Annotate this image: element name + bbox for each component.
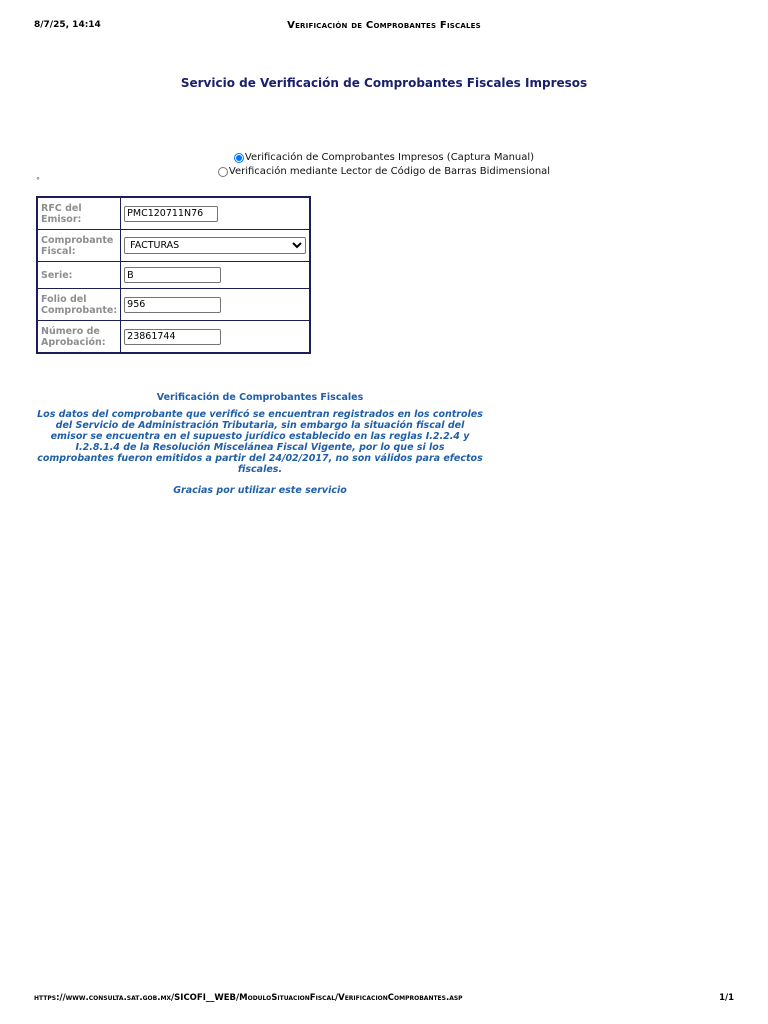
serie-input[interactable] [124,267,221,283]
aprobacion-input[interactable] [124,329,221,345]
form-row-comprobante [37,230,310,262]
folio-label: Folio del Comprobante: [37,289,121,321]
result-thanks: Gracias por utilizar este servicio [173,485,347,496]
verification-result [36,392,484,496]
form-row-rfc [37,197,310,230]
rfc-label: RFC del Emisor: [37,197,121,230]
print-footer [34,993,734,1007]
print-datetime: 8/7/25, 14:14 [34,20,101,30]
manual-capture-radio[interactable] [234,153,244,163]
print-document-title: Verificación de Comprobantes Fiscales [287,20,481,31]
aprobacion-label: Número de Aprobación: [37,321,121,354]
form-row-folio [37,289,310,321]
comprobante-label: Comprobante Fiscal: [37,230,121,262]
option-manual-capture[interactable] [0,151,768,165]
comprobante-cell [121,230,311,262]
page-title: Servicio de Verificación de Comprobantes Fiscales Impresos [180,76,588,90]
print-header [34,20,734,34]
barcode-reader-label[interactable]: Verificación mediante Lector de Código de Barras Bidimensional [228,166,551,177]
comprobante-select[interactable] [124,237,306,254]
option-barcode-reader[interactable] [0,165,768,179]
verification-mode-group [0,151,768,179]
folio-cell [121,289,311,321]
print-url: https://www.consulta.sat.gob.mx/SICOFI__WEB/ModuloSituacionFiscal/VerificacionComprobantes.asp [34,993,463,1003]
aprobacion-cell [121,321,311,354]
small-marker: ° [36,176,40,185]
form-row-serie [37,262,310,289]
form-row-aprobacion [37,321,310,354]
verification-form [36,196,311,354]
barcode-reader-radio[interactable] [218,167,228,177]
manual-capture-label[interactable]: Verificación de Comprobantes Impresos (Captura Manual) [244,152,535,163]
serie-cell [121,262,311,289]
serie-label: Serie: [37,262,121,289]
result-title: Verificación de Comprobantes Fiscales [156,392,364,403]
folio-input[interactable] [124,297,221,313]
rfc-cell [121,197,311,230]
rfc-input[interactable] [124,206,218,222]
result-message: Los datos del comprobante que verificó se encuentran registrados en los controles del Servicio de Administración Tributaria, sin embargo la situación fiscal del emisor se encuentra en el supuesto jurídico establecido en las reglas I.2.2.4 y I.2.8.1.4 de la Resolución Miscelánea Fiscal Vigente, por lo que si los comprobantes fueron emitidos a partir del 24/02/2017, no son válidos para efectos fiscales. [37,409,483,475]
print-page-number: 1/1 [719,993,734,1003]
